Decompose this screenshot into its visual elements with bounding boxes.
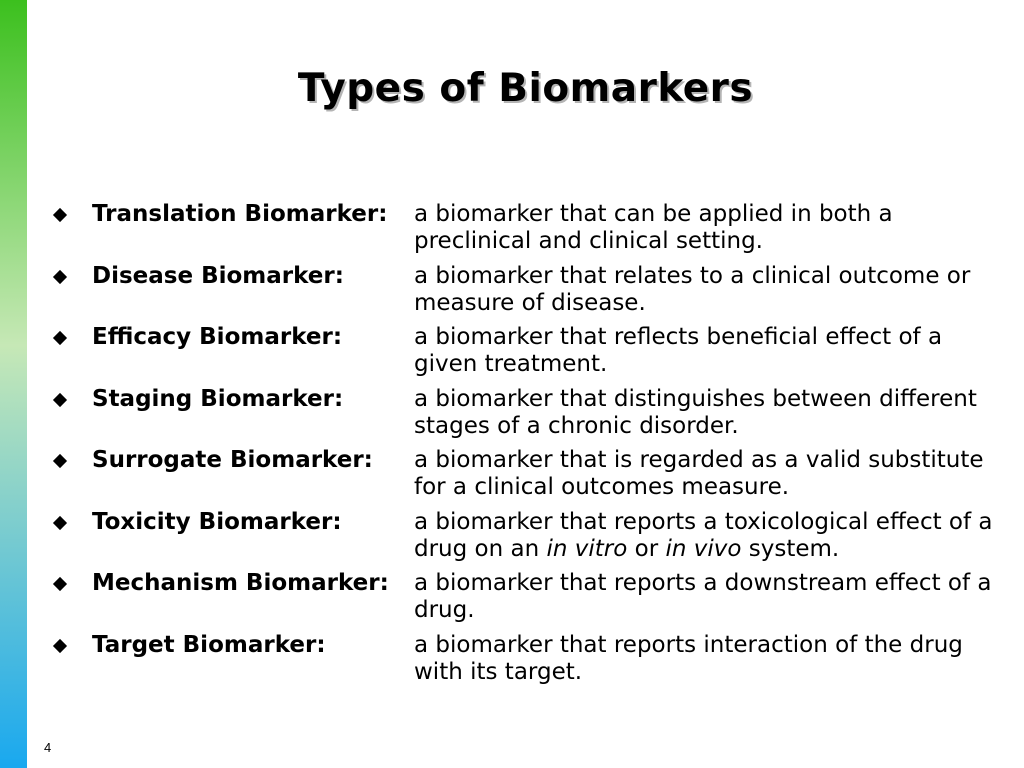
diamond-bullet-icon: [53, 208, 67, 222]
definition-text: a biomarker that relates to a clinical outcome or measure of disease.: [414, 262, 971, 316]
list-item-target: [55, 632, 1010, 686]
definition-text: [414, 509, 1010, 563]
diamond-bullet-icon: [53, 392, 67, 406]
diamond-bullet-icon: [53, 638, 67, 652]
term-label: Mechanism Biomarker:: [92, 570, 389, 596]
definition-text-part: or: [627, 535, 666, 562]
diamond-bullet-icon: [53, 454, 67, 468]
definition-text-part: system.: [741, 535, 840, 562]
term-label: Disease Biomarker:: [92, 262, 344, 289]
term-label: Staging Biomarker:: [92, 385, 344, 412]
list-item-disease: [55, 263, 1010, 317]
list-item-staging: [55, 386, 1010, 440]
list-item-mechanism: [55, 570, 1010, 624]
gradient-sidebar: [0, 0, 27, 768]
diamond-bullet-icon: [53, 331, 67, 345]
definition-text-part: a biomarker that reports a toxicological effect of a drug on an: [414, 508, 993, 562]
term-label: Toxicity Biomarker:: [92, 508, 342, 535]
list-item-efficacy: [55, 324, 1010, 378]
diamond-bullet-icon: [53, 577, 67, 591]
biomarker-list: [55, 201, 1010, 693]
term-label: Efficacy Biomarker:: [92, 324, 343, 350]
definition-text: a biomarker that reflects beneficial effect of a given treatment.: [414, 324, 943, 377]
list-item-translation: [55, 201, 1010, 255]
diamond-bullet-icon: [53, 269, 67, 283]
term-label: Target Biomarker:: [92, 631, 326, 658]
definition-text: a biomarker that reports interaction of the drug with its target.: [414, 631, 963, 685]
definition-text: a biomarker that distinguishes between different stages of a chronic disorder.: [414, 385, 977, 439]
list-item-surrogate: [55, 447, 1010, 501]
definition-text: a biomarker that reports a downstream effect of a drug.: [414, 570, 992, 623]
italic-term: in vitro: [546, 535, 628, 562]
page-number: 4: [44, 740, 52, 755]
diamond-bullet-icon: [53, 515, 67, 529]
definition-text: a biomarker that is regarded as a valid substitute for a clinical outcomes measure.: [414, 447, 984, 500]
term-label: Surrogate Biomarker:: [92, 447, 373, 473]
slide-title: Types of Biomarkers: [297, 66, 754, 111]
list-item-toxicity: [55, 509, 1010, 563]
definition-text: a biomarker that can be applied in both a preclinical and clinical setting.: [414, 201, 893, 254]
italic-term: in vivo: [665, 535, 742, 562]
term-label: Translation Biomarker:: [92, 201, 388, 227]
